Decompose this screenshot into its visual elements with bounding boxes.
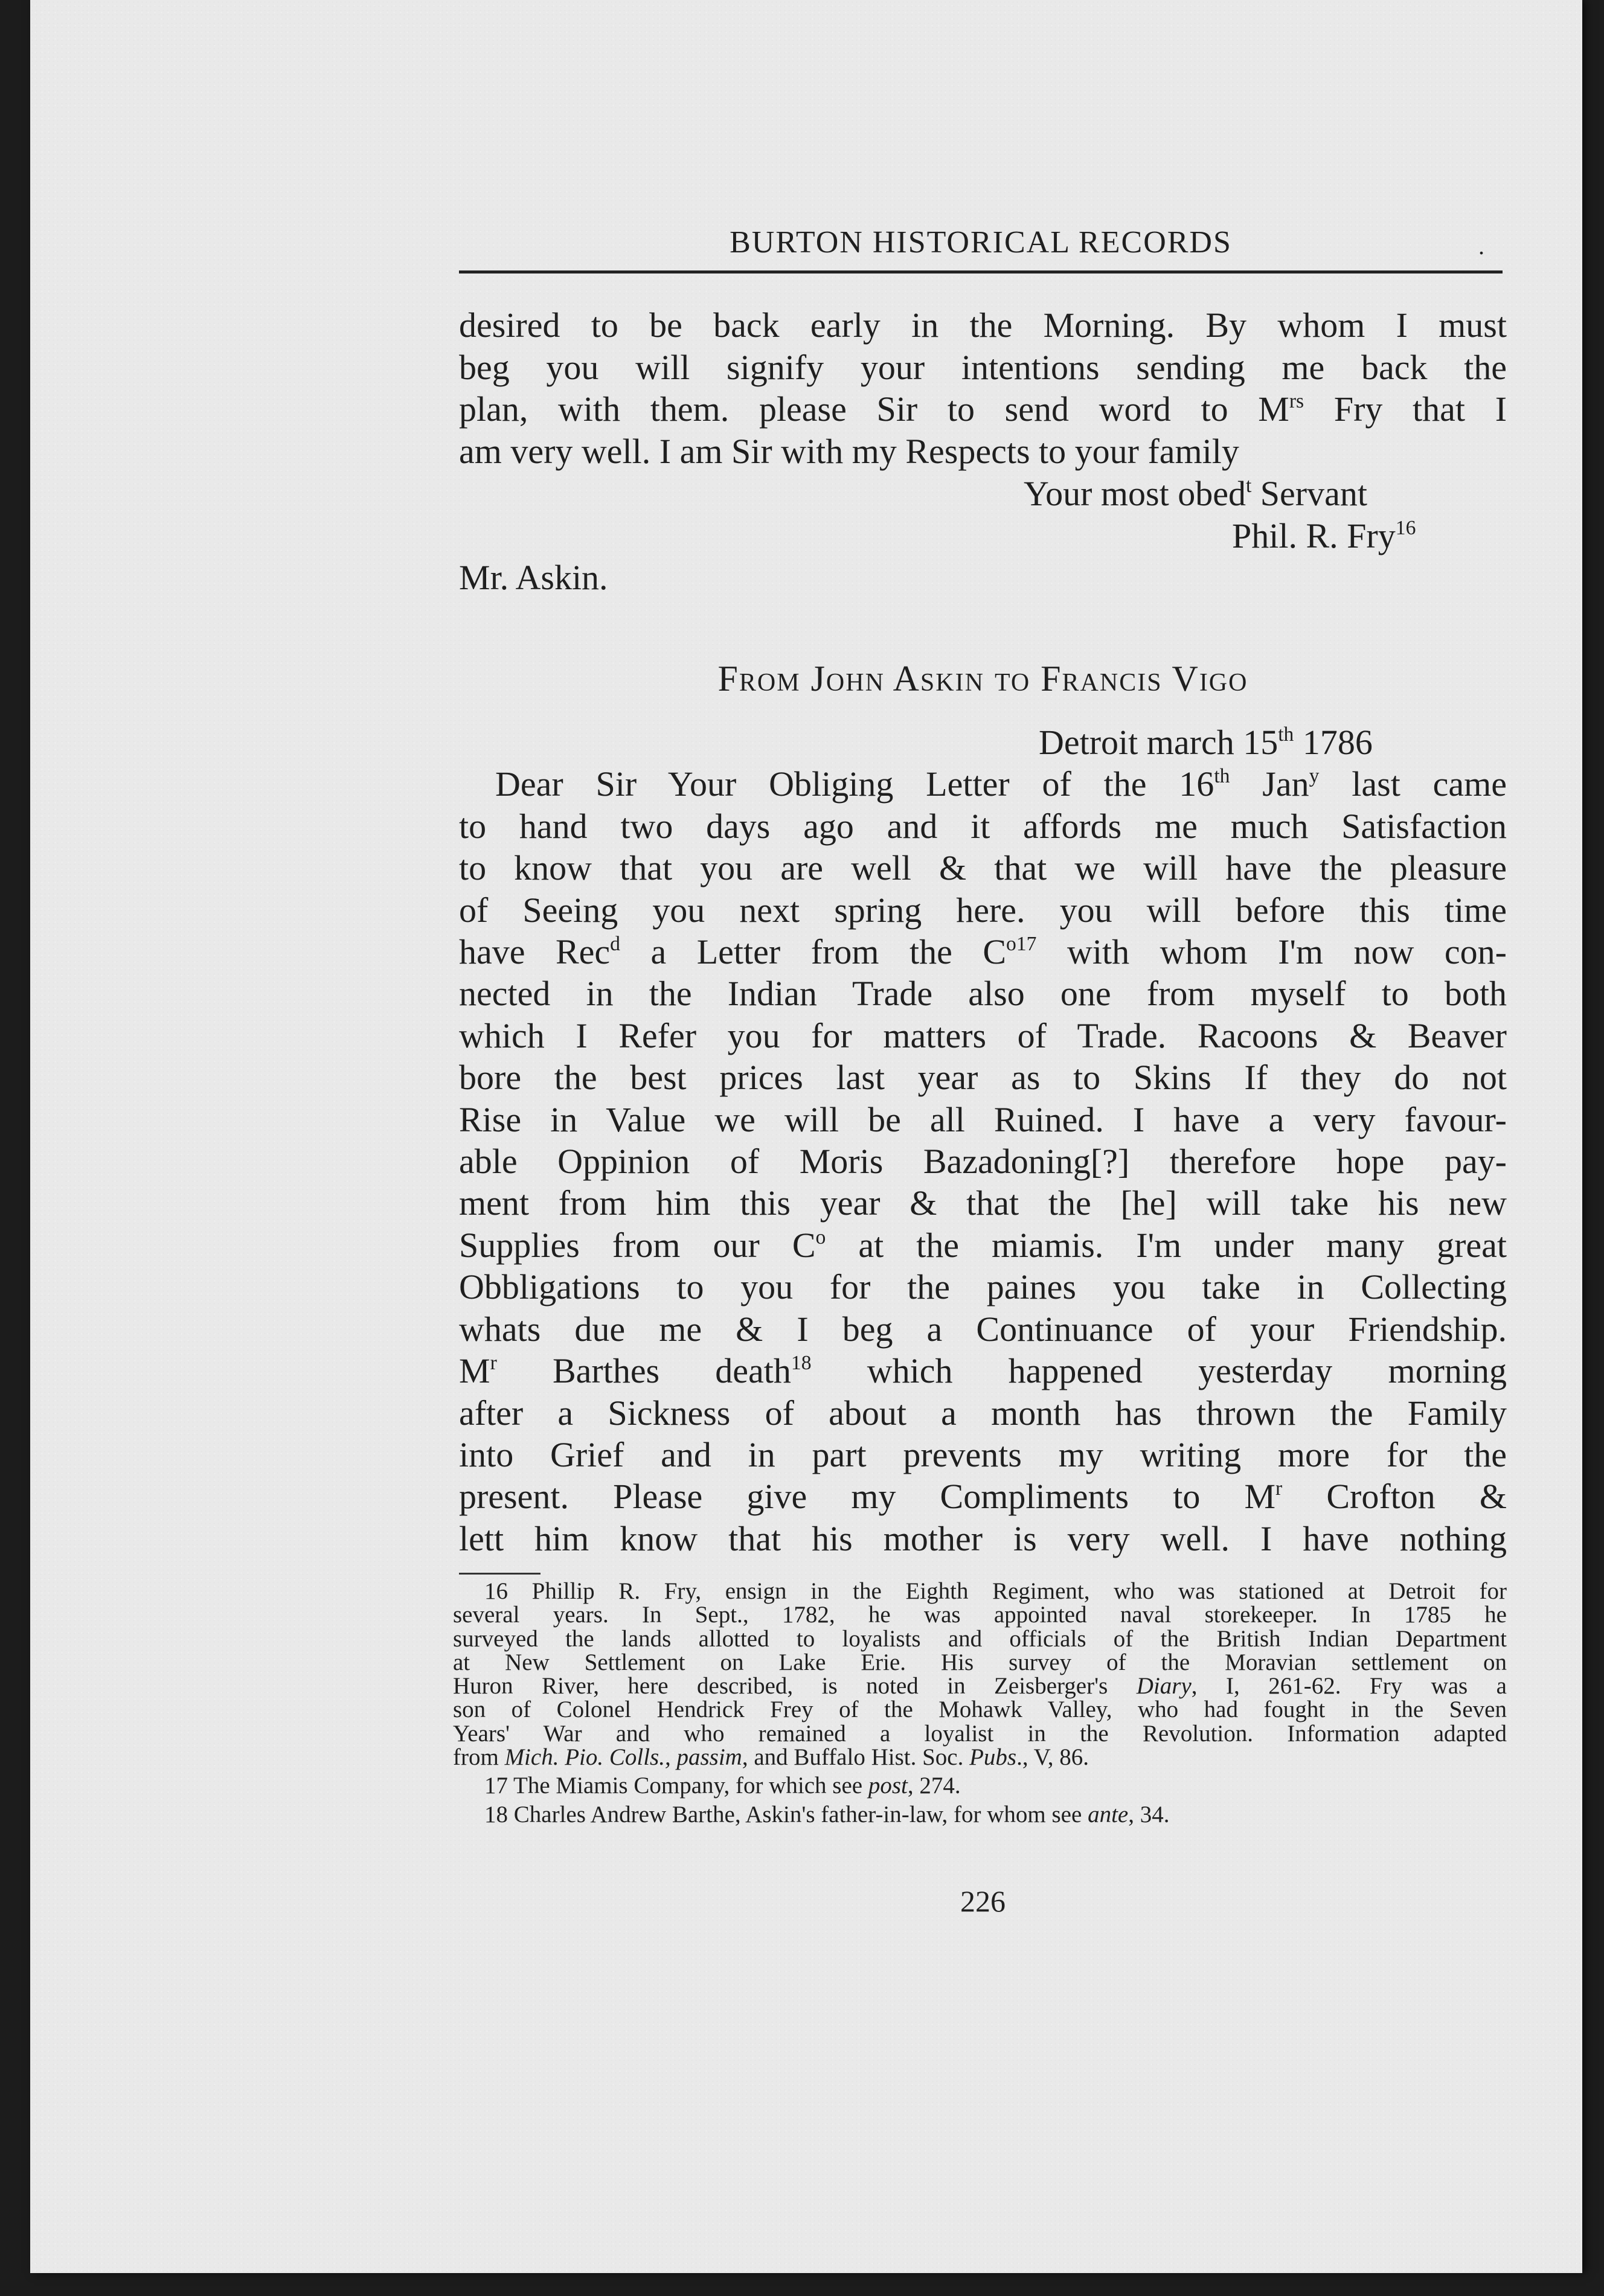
footnote-divider [459,1573,541,1575]
signature-name: Phil. R. Fry [1232,516,1396,555]
footnote-text: ., V, 86. [1016,1744,1089,1771]
previous-letter-ending [459,304,1507,599]
dateline-text: 1786 [1294,723,1373,762]
superscript: y [1309,765,1320,788]
body-line [459,763,1507,805]
body-text: Dear Sir Your Obliging Letter of the 16 [495,764,1214,804]
body-line: Obbligations to you for the paines you take in Collecting [459,1267,1507,1307]
superscript: r [1275,1477,1283,1500]
body-text: Crofton & [1282,1477,1507,1517]
body-text: at the miamis. I'm under many great [826,1225,1507,1265]
body-text: present. Please give my Compliments to M [459,1477,1276,1517]
body-line [459,1476,1507,1517]
complimentary-close [459,473,1507,515]
footnote-italic: Diary [1136,1673,1192,1700]
body-line: which I Refer you for matters of Trade. Racoons & Beaver [459,1015,1507,1055]
body-line: am very well. I am Sir with my Respects to your family [459,432,1239,472]
footnote-line: son of Colonel Hendrick Frey of the Mohawk Valley, who had fought in the Seven [453,1696,1507,1723]
body-line: nected in the Indian Trade also one from myself to both [459,974,1507,1014]
footnote-18 [453,1803,1507,1826]
footnote-text: Charles Andrew Barthe, Askin's father-in-law, for whom see [513,1801,1088,1828]
page-number: 226 [960,1884,1006,1918]
footnote-ref: 18 [791,1352,812,1375]
footnote-16 [453,1579,1507,1603]
footnote-17 [453,1774,1507,1797]
footnote-text: , I, 261-62. Fry was a [1191,1673,1507,1700]
footnote-italic: Pubs [969,1744,1017,1771]
superscript: r [490,1352,497,1375]
signature [459,515,1507,557]
body-text: which happened yesterday morning [811,1351,1507,1391]
body-line: beg you will signify your intentions sending me back the [459,347,1507,387]
letter-body [459,721,1507,1559]
body-line: into Grief and in part prevents my writing more for the [459,1434,1507,1474]
footnote-ref: 16 [1395,516,1416,539]
footnote-number: 18 [484,1801,508,1828]
running-head-title: BURTON HISTORICAL RECORDS [730,225,1232,260]
body-line: able Oppinion of Moris Bazadoning[?] therefore hope pay- [459,1142,1507,1182]
footnote-text: from [453,1744,505,1771]
superscript: o [815,1226,826,1249]
footnote-line: surveyed the lands allotted to loyalists and officials of the British Indian Department [453,1625,1507,1652]
dateline [459,721,1507,763]
dateline-text: Detroit march 15 [1039,723,1278,762]
footnote-number: 17 [484,1773,508,1799]
body-line [459,1350,1507,1392]
footnote-ref: o17 [1006,933,1037,956]
body-line: whats due me & I beg a Continuance of your Friendship. [459,1309,1507,1349]
footnote-italic: post [868,1773,908,1799]
footnote-text: , 34. [1128,1801,1170,1828]
body-line: desired to be back early in the Morning. By whom I must [459,305,1507,345]
body-line: after a Sickness of about a month has thrown the Family [459,1393,1507,1433]
footnote-line: Years' War and who remained a loyalist in the Revolution. Information adapted [453,1720,1507,1747]
superscript: rs [1289,390,1304,413]
footnote-number: 16 [484,1578,508,1604]
footnote-text: , and Buffalo Hist. Soc. [742,1744,970,1771]
body-text: Barthes death [496,1351,791,1391]
body-line: Rise in Value we will be all Ruined. I have a very favour- [459,1099,1507,1139]
body-text: a Letter from the C [620,932,1007,972]
footnote-text: The Miamis Company, for which see [513,1773,868,1799]
footnote-text: Huron River, here described, is noted in Zeisberger's [453,1673,1137,1700]
superscript: th [1278,723,1294,746]
body-line [459,1224,1507,1266]
running-head-mark: . [1478,232,1484,260]
body-text: plan, with them. please Sir to send word to M [459,389,1289,429]
running-head [459,220,1503,273]
body-line: to hand two days ago and it affords me much Satisfaction [459,806,1507,846]
body-line [459,931,1507,973]
body-text: Supplies from our C [459,1225,816,1265]
body-text: have Rec [459,932,611,972]
body-text: Jan [1230,764,1309,804]
footnote-line [453,1674,1507,1698]
book-page [30,0,1582,2273]
footnote-line: several years. In Sept., 1782, he was appointed naval storekeeper. In 1785 he [453,1602,1507,1628]
addressee: Mr. Askin. [459,558,608,598]
body-line: to know that you are well & that we will have the pleasure [459,848,1507,888]
body-line [459,388,1507,430]
body-text: Fry that I [1304,389,1507,429]
close-text: Servant [1251,473,1367,513]
footnote-italic: Mich. Pio. Colls., passim [504,1744,742,1771]
footnote-line [453,1745,1507,1769]
superscript: th [1214,765,1230,788]
footnotes [453,1579,1507,1826]
body-line: of Seeing you next spring here. you will before this time [459,890,1507,930]
body-text: with whom I'm now con- [1036,932,1507,972]
superscript: t [1245,474,1252,497]
section-heading: From John Askin to Francis Vigo [717,659,1248,699]
superscript: d [610,933,620,956]
footnote-line: at New Settlement on Lake Erie. His survey of the Moravian settlement on [453,1649,1507,1675]
body-line: ment from him this year & that the [he] will take his new [459,1183,1507,1223]
body-text: last came [1319,764,1507,804]
footnote-text: , 274. [907,1773,961,1799]
body-line: lett him know that his mother is very well. I have nothing [459,1518,1507,1558]
footnote-italic: ante [1088,1801,1129,1828]
footnote-text: Phillip R. Fry, ensign in the Eighth Regiment, who was stationed at Detroit for [531,1578,1507,1604]
body-text: M [459,1351,490,1391]
body-line: bore the best prices last year as to Skins If they do not [459,1058,1507,1098]
close-text: Your most obed [1024,473,1246,513]
